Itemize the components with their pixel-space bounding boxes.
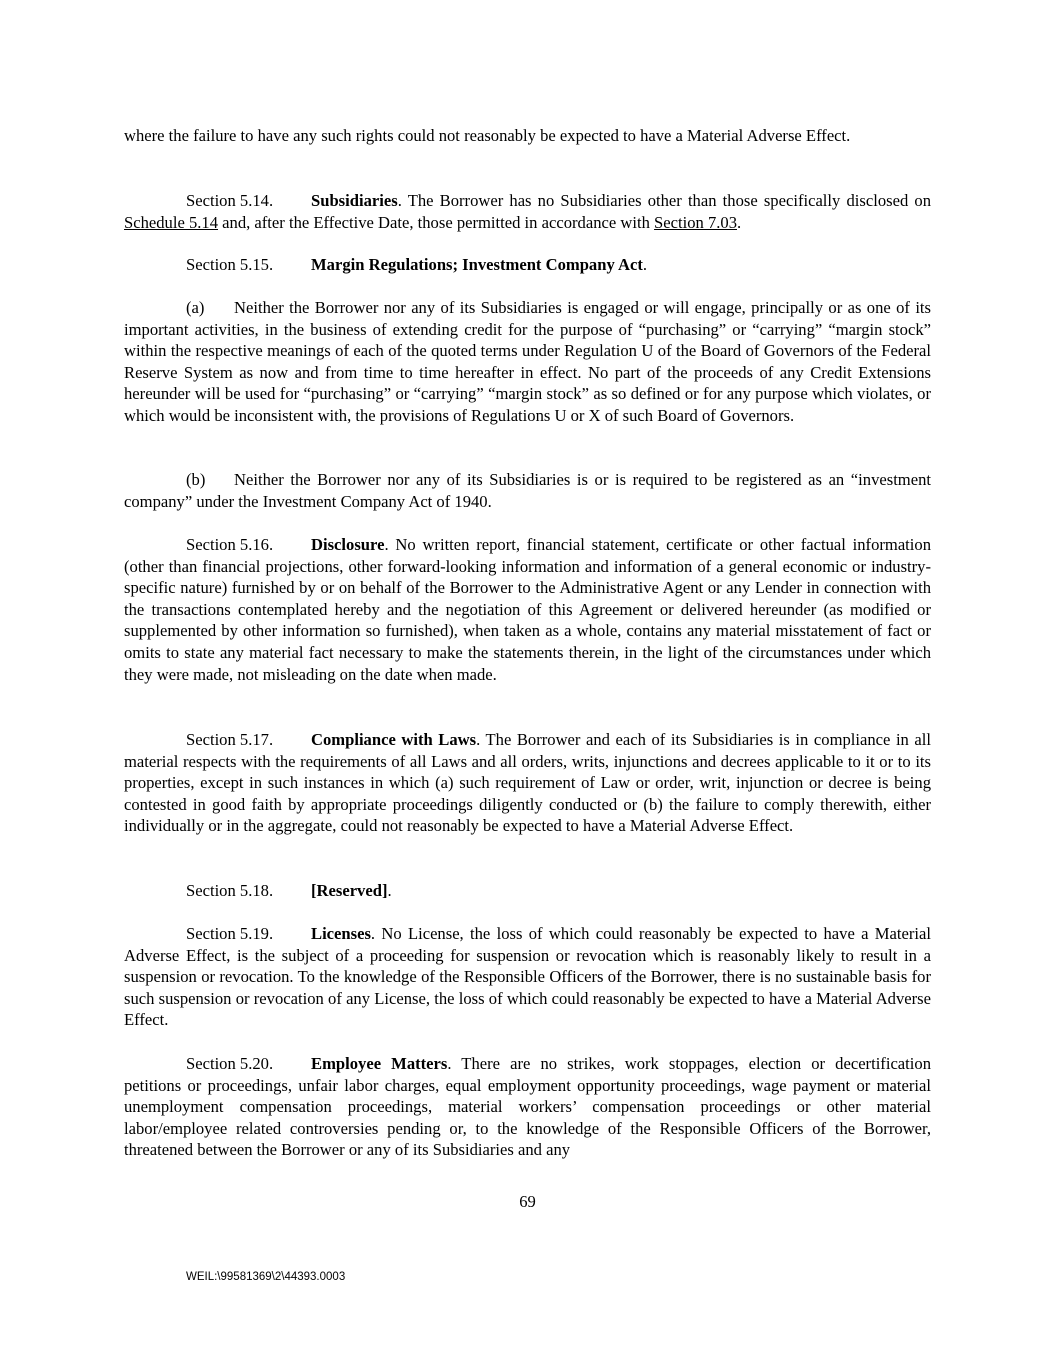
section-5-15: Section 5.15. Margin Regulations; Investment Company Act. xyxy=(186,255,648,274)
section-title: [Reserved] xyxy=(311,881,388,900)
section-number: Section 5.16. xyxy=(186,535,274,554)
section-number: Section 5.18. xyxy=(186,881,274,900)
section-5-16: Section 5.16. Disclosure. No written report, financial statement, certificate or other factual information (other than financial projections, other forward-looking information and information of a general economic or industry-specific nature) furnished by or on behalf of the Borrower to the Administrative Agent or any Lender in connection with the transactions contemplated hereby and the negotiation of this Agreement or delivered hereunder (as modified or supplemented by other information so furnished), when taken as a whole, contains any material misstatement of fact or omits to state any material fact necessary to make the statements therein, in the light of the circumstances under which they were made, not misleading on the date when made. xyxy=(124,535,931,684)
paragraph-continuation: where the failure to have any such rights could not reasonably be expected to have a Material Adverse Effect. xyxy=(124,126,851,145)
section-title: Disclosure xyxy=(311,535,385,554)
section-5-15-b: (b) Neither the Borrower nor any of its Subsidiaries is or is required to be registered as an “investment company” under the Investment Company Act of 1940. xyxy=(124,470,931,511)
clause-label: (b) xyxy=(186,470,206,489)
section-number: Section 5.19. xyxy=(186,924,274,943)
section-number: Section 5.17. xyxy=(186,730,274,749)
section-title: Compliance with Laws xyxy=(311,730,477,749)
section-title: Employee Matters xyxy=(311,1054,448,1073)
section-number: Section 5.14. xyxy=(186,191,274,210)
section-title: Margin Regulations; Investment Company Act xyxy=(311,255,643,274)
section-link[interactable]: Section 7.03 xyxy=(654,212,737,232)
section-5-15-a: (a) Neither the Borrower nor any of its Subsidiaries is engaged or will engage, principally or as one of its important activities, in the business of extending credit for the purpose of “purchasing” or “carrying” “margin stock” within the respective meanings of each of the quoted terms under Regulation U of the Board of Governors of the Federal Reserve System as now and from time to time hereafter in effect. No part of the proceeds of any Credit Extensions hereunder will be used for “purchasing” or “carrying” “margin stock” as so defined or for any purpose which violates, or which would be inconsistent with, the provisions of Regulations U or X of such Board of Governors. xyxy=(124,298,931,425)
section-5-17: Section 5.17. Compliance with Laws. The Borrower and each of its Subsidiaries is in compliance in all material respects with the requirements of all Laws and all orders, writs, injunctions and decrees applicable to it or to its properties, except in such instances in which (a) such requirement of Law or order, writ, injunction or decree is being contested in good faith by appropriate proceedings diligently conducted or (b) the failure to comply therewith, either individually or in the aggregate, could not reasonably be expected to have a Material Adverse Effect. xyxy=(124,730,931,836)
section-5-20: Section 5.20. Employee Matters. There are no strikes, work stoppages, election or decertification petitions or proceedings, unfair labor charges, equal employment opportunity proceedings, wage payment or material unemployment compensation proceedings, material workers’ compensation proceedings or other material labor/employee related controversies pending or, to the knowledge of the Responsible Officers of the Borrower, threatened between the Borrower or any of its Subsidiaries and any xyxy=(124,1054,931,1160)
clause-label: (a) xyxy=(186,298,205,317)
document-id-footer: WEIL:\99581369\2\44393.0003 xyxy=(186,1271,346,1283)
schedule-link[interactable]: Schedule 5.14 xyxy=(124,212,219,232)
section-number: Section 5.15. xyxy=(186,255,274,274)
page-number: 69 xyxy=(519,1192,536,1211)
section-5-14: Section 5.14. Subsidiaries. The Borrower has no Subsidiaries other than those specifically disclosed on Schedule 5.14 and, after the Effective Date, those permitted in accordance with Section 7.03. xyxy=(124,191,931,232)
section-title: Subsidiaries xyxy=(311,191,398,210)
section-number: Section 5.20. xyxy=(186,1054,274,1073)
section-title: Licenses xyxy=(311,924,371,943)
section-5-19: Section 5.19. Licenses. No License, the loss of which could reasonably be expected to have a Material Adverse Effect, is the subject of a proceeding for suspension or revocation which is reasonably likely to result in a suspension or revocation. To the knowledge of the Responsible Officers of the Borrower, there is no sustainable basis for such suspension or revocation of any License, the loss of which could reasonably be expected to have a Material Adverse Effect. xyxy=(124,924,931,1030)
section-5-18: Section 5.18. [Reserved]. xyxy=(186,881,392,900)
